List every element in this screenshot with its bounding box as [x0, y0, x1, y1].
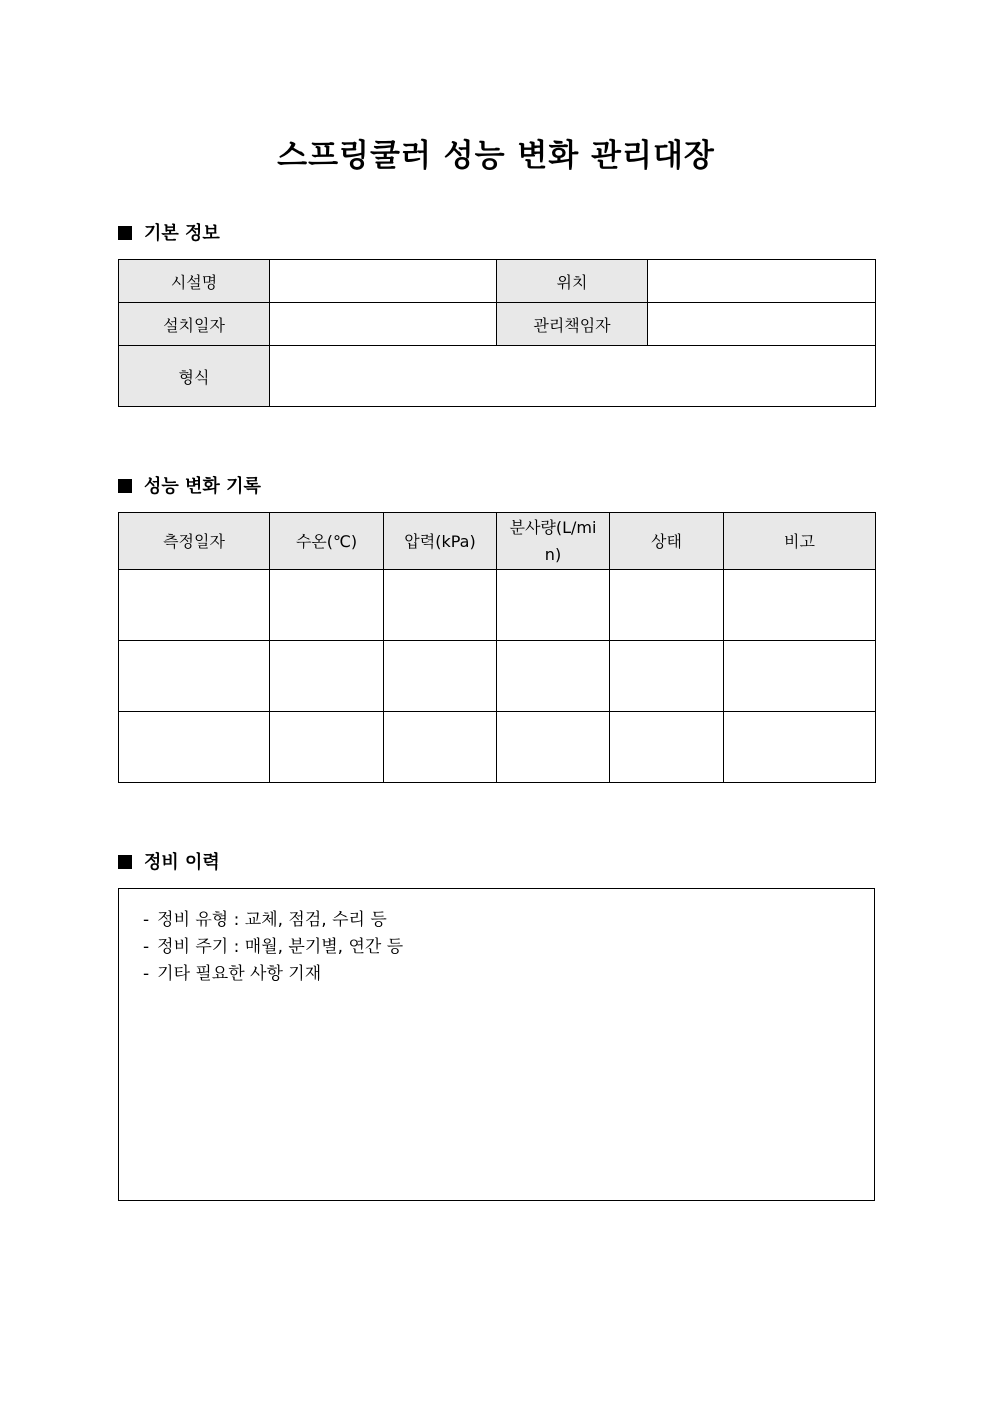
section-heading-label: 성능 변화 기록	[144, 476, 261, 497]
table-cell[interactable]	[497, 641, 610, 712]
table-row	[119, 570, 876, 641]
section-heading-label: 기본 정보	[144, 223, 220, 244]
manager-label: 관리책임자	[497, 303, 648, 346]
table-cell[interactable]	[119, 570, 270, 641]
note-text: 기타 필요한 사항 기재	[157, 964, 322, 984]
section-heading-label: 정비 이력	[144, 852, 220, 873]
table-cell[interactable]	[270, 712, 384, 783]
table-cell[interactable]	[724, 641, 876, 712]
note-text: 정비 주기 : 매월, 분기별, 연간 등	[157, 937, 404, 957]
facility-name-label: 시설명	[119, 260, 270, 303]
list-item	[143, 961, 403, 988]
column-header-date: 측정일자	[119, 513, 270, 570]
table-cell[interactable]	[724, 712, 876, 783]
column-header-spray-rate: 분사량(L/min)	[497, 513, 610, 570]
location-label: 위치	[497, 260, 648, 303]
facility-name-field[interactable]	[270, 260, 497, 303]
maintenance-notes-list	[143, 907, 403, 988]
table-cell[interactable]	[384, 570, 497, 641]
square-bullet-icon	[118, 855, 132, 869]
table-cell[interactable]	[610, 570, 724, 641]
square-bullet-icon	[118, 479, 132, 493]
table-cell[interactable]	[119, 641, 270, 712]
page-title: 스프링쿨러 성능 변화 관리대장	[277, 138, 715, 174]
table-cell[interactable]	[610, 641, 724, 712]
dash-bullet: -	[143, 910, 150, 930]
table-cell[interactable]	[497, 712, 610, 783]
table-row	[119, 346, 876, 407]
type-label: 형식	[119, 346, 270, 407]
dash-bullet: -	[143, 937, 150, 957]
dash-bullet: -	[143, 964, 150, 984]
note-text: 정비 유형 : 교체, 점검, 수리 등	[157, 910, 387, 930]
manager-field[interactable]	[648, 303, 876, 346]
table-header-row	[119, 513, 876, 570]
section-heading-maintenance	[118, 850, 220, 876]
install-date-label: 설치일자	[119, 303, 270, 346]
section-heading-performance	[118, 474, 261, 500]
column-header-remarks: 비고	[724, 513, 876, 570]
column-header-status: 상태	[610, 513, 724, 570]
table-cell[interactable]	[724, 570, 876, 641]
list-item	[143, 934, 403, 961]
table-cell[interactable]	[384, 712, 497, 783]
install-date-field[interactable]	[270, 303, 497, 346]
type-field[interactable]	[270, 346, 876, 407]
basic-info-table	[118, 259, 876, 407]
table-row	[119, 641, 876, 712]
square-bullet-icon	[118, 226, 132, 240]
table-cell[interactable]	[384, 641, 497, 712]
table-row	[119, 303, 876, 346]
table-row	[119, 260, 876, 303]
column-header-water-temp: 수온(℃)	[270, 513, 384, 570]
column-header-pressure: 압력(kPa)	[384, 513, 497, 570]
table-cell[interactable]	[270, 570, 384, 641]
table-cell[interactable]	[610, 712, 724, 783]
table-row	[119, 712, 876, 783]
maintenance-notes-box[interactable]	[118, 888, 875, 1201]
performance-record-table	[118, 512, 876, 783]
list-item	[143, 907, 403, 934]
table-cell[interactable]	[270, 641, 384, 712]
table-cell[interactable]	[497, 570, 610, 641]
section-heading-basic-info	[118, 221, 220, 247]
location-field[interactable]	[648, 260, 876, 303]
table-cell[interactable]	[119, 712, 270, 783]
